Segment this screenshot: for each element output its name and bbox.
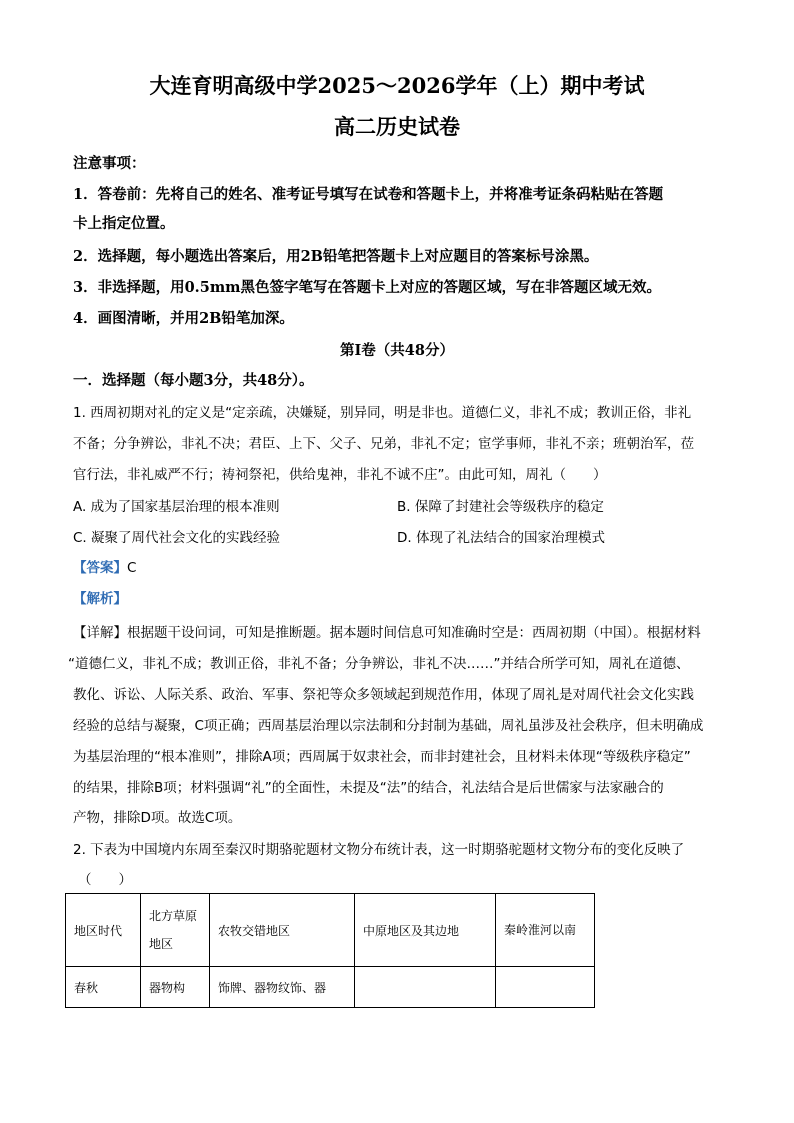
note-item: 4．画图清晰，并用2B铅笔加深。 [73,310,294,327]
q1-option-a: A. 成为了国家基层治理的根本准则 [73,499,280,515]
table-header-cell: 秦岭淮河以南 [496,894,595,967]
table-cell [355,967,496,1008]
q2-stem-line: （ ） [78,872,132,888]
q1-stem-line: 不备；分争辨讼，非礼不决；君臣、上下、父子、兄弟，非礼不定；宦学事师，非礼不亲；班朝治军，莅 [73,436,694,452]
camel-artifact-table [65,893,595,1008]
note-item: 3．非选择题，用0.5mm黑色签字笔写在答题卡上对应的答题区域，写在非答题区域无效。 [73,279,661,296]
analysis-tag: 【解析】 [73,591,127,607]
q1-detail-line: 经验的总结与凝聚，C项正确；西周基层治理以宗法制和分封制为基础，周礼虽涉及社会秩序，但未明确成 [73,718,704,734]
answer-tag: 【答案】 [73,560,127,576]
table-cell [496,967,595,1008]
q1-stem-line: 官行法，非礼威严不行；祷祠祭祀，供给鬼神，非礼不诚不庄”。由此可知，周礼（ ） [73,467,607,483]
q1-answer-line [73,556,733,576]
q1-detail-line: 产物，排除D项。故选C项。 [73,810,242,826]
q1-detail-line: 教化、诉讼、人际关系、政治、军事、祭祀等众多领域起到规范作用，体现了周礼是对周代社会文化实践 [73,687,694,703]
table-header-cell: 地区时代 [66,894,141,967]
detail-text: 根据题干设问词，可知是推断题。据本题时间信息可知准确时空是：西周初期（中国）。根据材料 [127,625,701,641]
detail-tag: 【详解】 [73,625,127,641]
exam-subtitle: 高二历史试卷 [334,114,460,139]
note-item: 卡上指定位置。 [73,215,175,232]
q1-stem-line: 1. 西周初期对礼的定义是“定亲疏，决嫌疑，别异同，明是非也。道德仁义，非礼不成；教训正俗，非礼 [73,405,692,421]
answer-value: C [127,560,137,576]
q1-option-b: B. 保障了封建社会等级秩序的稳定 [397,499,604,515]
table-cell: 器物构 [141,967,210,1008]
table-row [66,967,595,1008]
table-header-cell: 中原地区及其边地 [355,894,496,967]
q1-detail-line: 为基层治理的“根本准则”，排除A项；西周属于奴隶社会，而非封建社会，且材料未体现“等级秩序稳定” [73,749,691,765]
exam-title: 大连育明高级中学2025～2026学年（上）期中考试 [149,73,645,98]
volume-heading: 第Ⅰ卷（共48分） [340,342,454,359]
q1-detail-line [73,621,733,641]
q1-detail-line: “道德仁义，非礼不成；教训正俗，非礼不备；分争辨讼，非礼不决……”并结合所学可知，周礼在道德、 [68,656,690,672]
note-item: 1．答卷前：先将自己的姓名、准考证号填写在试卷和答题卡上，并将准考证条码粘贴在答题 [73,186,664,203]
q1-option-c: C. 凝聚了周代社会文化的实践经验 [73,530,281,546]
table-header-cell: 北方草原地区 [141,894,210,967]
table-cell: 春秋 [66,967,141,1008]
q1-option-d: D. 体现了礼法结合的国家治理模式 [397,530,605,546]
q1-detail-line: 的结果，排除B项；材料强调“礼”的全面性，未提及“法”的结合，礼法结合是后世儒家与法家融合的 [73,780,664,796]
table-header-cell: 农牧交错地区 [210,894,355,967]
table-cell: 饰牌、器物纹饰、器 [210,967,355,1008]
q1-analysis-line [73,587,733,607]
note-item: 2．选择题，每小题选出答案后，用2B铅笔把答题卡上对应题目的答案标号涂黑。 [73,248,599,265]
part-heading: 一．选择题（每小题3分，共48分）。 [73,372,314,389]
notes-heading: 注意事项： [73,155,146,172]
q2-stem-line: 2. 下表为中国境内东周至秦汉时期骆驼题材文物分布统计表，这一时期骆驼题材文物分布的变化反映了 [73,842,685,858]
table-header-row [66,894,595,967]
